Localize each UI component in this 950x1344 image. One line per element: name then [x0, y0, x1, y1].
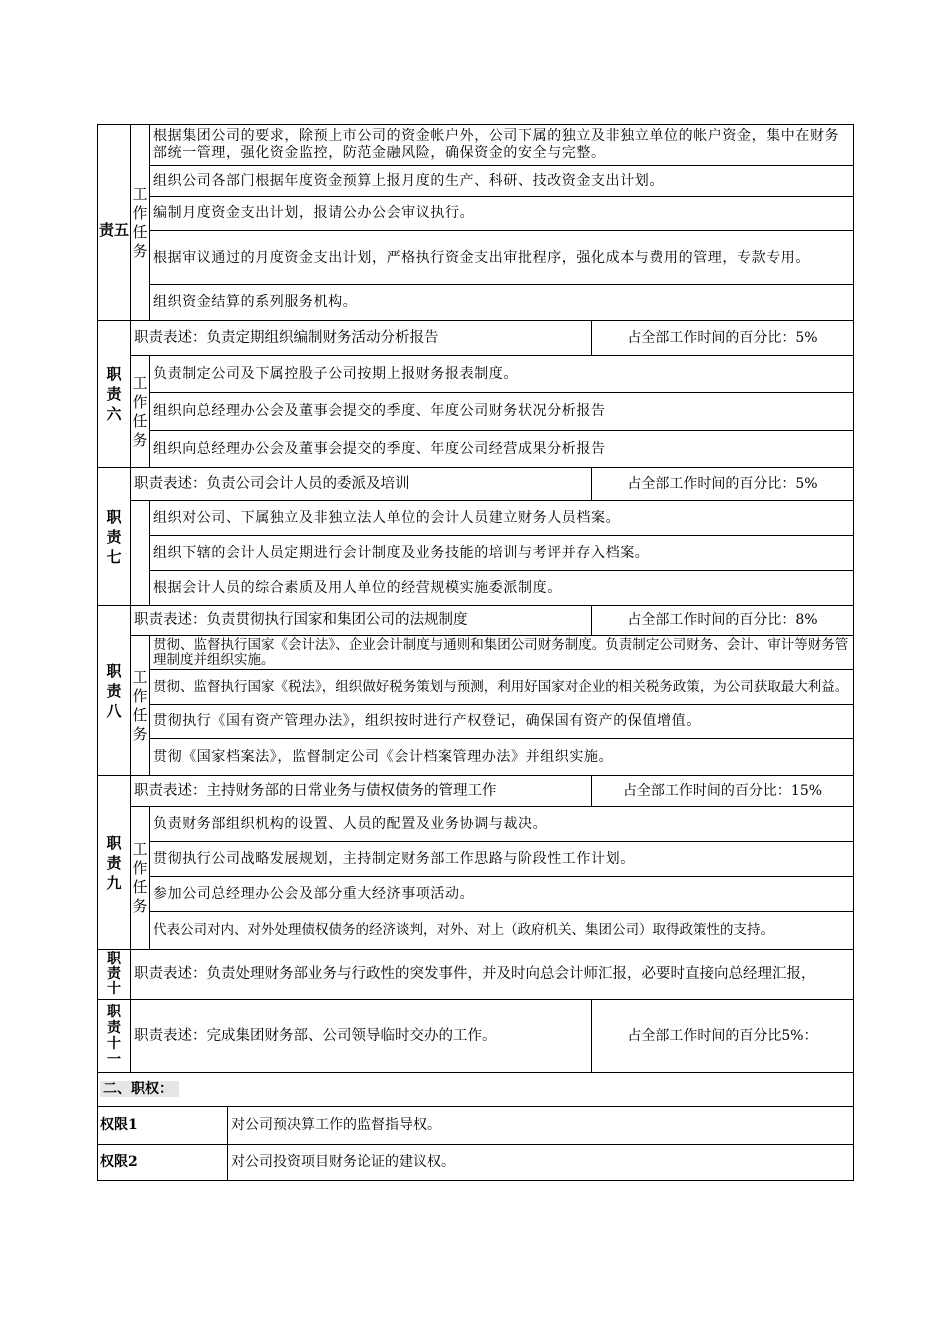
duty11-percent: 占全部工作时间的百分比5%：: [592, 1000, 854, 1073]
duty6-task-3: 组织向总经理办公会及董事会提交的季度、年度公司经营成果分析报告: [150, 431, 854, 468]
duty8-percent: 占全部工作时间的百分比：8%: [592, 606, 854, 636]
duty7-description: 职责表述：负责公司会计人员的委派及培训: [131, 468, 592, 501]
duty9-task-1: 负责财务部组织机构的设置、人员的配置及业务协调与裁决。: [150, 807, 854, 842]
duty8-task-1: 贯彻、监督执行国家《会计法》、企业会计制度与通则和集团公司财务制度。负责制定公司财务、会计、审计等财务管理制度并组织实施。: [150, 636, 854, 670]
duty6-sub-label: 工作任务: [131, 356, 150, 468]
duty9-sub-label: 工作任务: [131, 807, 150, 950]
authority-1-text: 对公司预决算工作的监督指导权。: [228, 1107, 854, 1145]
duty6-task-2: 组织向总经理办公会及董事会提交的季度、年度公司财务状况分析报告: [150, 393, 854, 431]
duty5-label: [98, 125, 131, 321]
duties-table: [97, 124, 854, 1073]
duty7-percent: 占全部工作时间的百分比：5%: [592, 468, 854, 501]
authority-header: 二、职权：: [100, 1081, 179, 1097]
duty10-description: 职责表述：负责处理财务部业务与行政性的突发事件，并及时向总会计师汇报，必要时直接向总经理汇报，: [131, 950, 854, 1000]
job-description-sheet: [97, 124, 853, 1181]
duty8-task-4: 贯彻《国家档案法》，监督制定公司《会计档案管理办法》并组织实施。: [150, 739, 854, 776]
duty7-task-2: 组织下辖的会计人员定期进行会计制度及业务技能的培训与考评并存入档案。: [150, 536, 854, 571]
duty6-description: 职责表述：负责定期组织编制财务活动分析报告: [131, 321, 592, 356]
duty5-task-4: 根据审议通过的月度资金支出计划，严格执行资金支出审批程序，强化成本与费用的管理，专款专用。: [150, 231, 854, 285]
duty9-percent: 占全部工作时间的百分比：15%: [592, 776, 854, 807]
duty10-label: 职责十: [98, 950, 131, 1000]
duty8-description: 职责表述：负责贯彻执行国家和集团公司的法规制度: [131, 606, 592, 636]
duty6-task-1: 负责制定公司及下属控股子公司按期上报财务报表制度。: [150, 356, 854, 393]
authority-header-cell: [98, 1073, 854, 1107]
duty7-task-1: 组织对公司、下属独立及非独立法人单位的会计人员建立财务人员档案。: [150, 501, 854, 536]
duty9-description: 职责表述：主持财务部的日常业务与债权债务的管理工作: [131, 776, 592, 807]
duty5-task-3: 编制月度资金支出计划，报请公办公会审议执行。: [150, 197, 854, 231]
duty6-label: 职责六: [98, 321, 131, 468]
duty11-description: 职责表述：完成集团财务部、公司领导临时交办的工作。: [131, 1000, 592, 1073]
duty5-task-2: 组织公司各部门根据年度资金预算上报月度的生产、科研、技改资金支出计划。: [150, 166, 854, 197]
authority-2-text: 对公司投资项目财务论证的建议权。: [228, 1145, 854, 1181]
duty9-task-4: 代表公司对内、对外处理债权债务的经济谈判，对外、对上（政府机关、集团公司）取得政策性的支持。: [150, 912, 854, 950]
duty7-label: 职责七: [98, 468, 131, 606]
duty5-label-text: 责五: [98, 220, 129, 239]
duty9-task-2: 贯彻执行公司战略发展规划，主持制定财务部工作思路与阶段性工作计划。: [150, 842, 854, 877]
duty8-task-2: 贯彻、监督执行国家《税法》，组织做好税务策划与预测，利用好国家对企业的相关税务政策，为公司获取最大利益。: [150, 670, 854, 705]
duty9-label: 职责九: [98, 776, 131, 950]
duty5-task-5: 组织资金结算的系列服务机构。: [150, 285, 854, 321]
authority-2-label: 权限2: [98, 1145, 228, 1181]
duty6-percent: 占全部工作时间的百分比：5%: [592, 321, 854, 356]
authority-1-label: 权限1: [98, 1107, 228, 1145]
duty7-task-3: 根据会计人员的综合素质及用人单位的经营规模实施委派制度。: [150, 571, 854, 606]
duty8-label: 职责八: [98, 606, 131, 776]
authority-table: [97, 1072, 854, 1181]
duty8-task-3: 贯彻执行《国有资产管理办法》，组织按时进行产权登记，确保国有资产的保值增值。: [150, 705, 854, 739]
duty9-task-3: 参加公司总经理办公会及部分重大经济事项活动。: [150, 877, 854, 912]
duty8-sub-label: 工作任务: [131, 636, 150, 776]
duty11-label: 职责十一: [98, 1000, 131, 1073]
duty5-task-1: 根据集团公司的要求，除预上市公司的资金帐户外，公司下属的独立及非独立单位的帐户资金，集中在财务部统一管理，强化资金监控，防范金融风险，确保资金的安全与完整。: [150, 125, 854, 166]
duty5-sub-label: 工作任务: [131, 125, 150, 321]
duty7-sub-blank: [131, 501, 150, 606]
